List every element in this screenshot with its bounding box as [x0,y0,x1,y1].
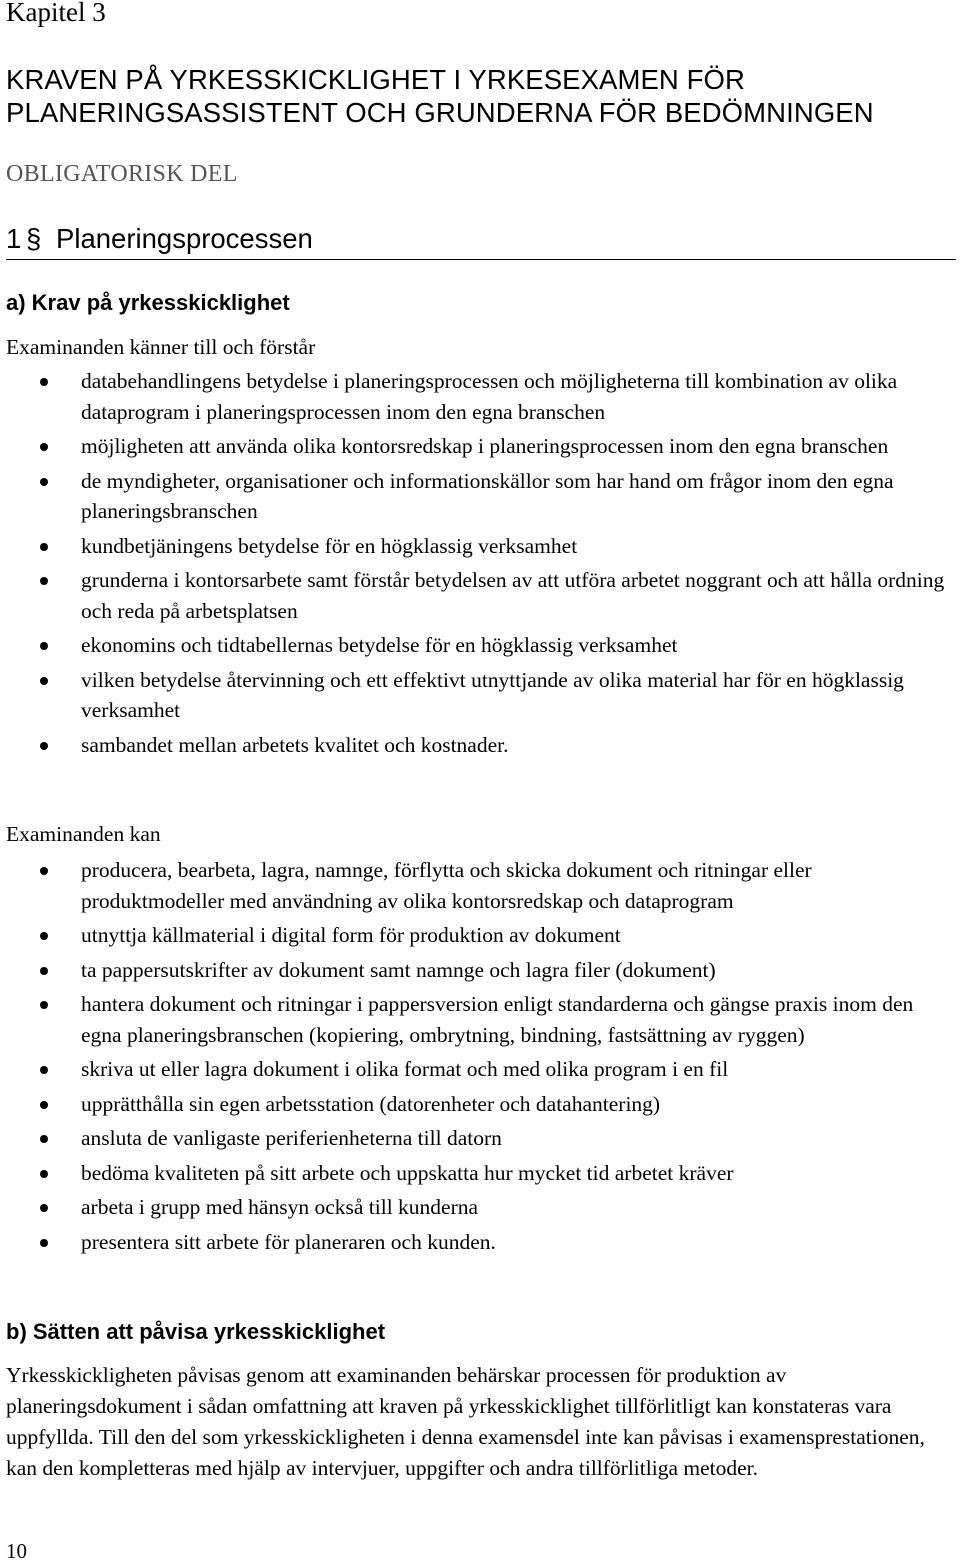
bullet-icon [40,478,48,486]
main-title-line-2: PLANERINGSASSISTENT OCH GRUNDERNA FÖR BEDÖMNINGEN [6,97,874,128]
list-item: producera, bearbeta, lagra, namnge, förflytta och skicka dokument och ritningar eller produktmodeller med användning av olika kontorsredskap och dataprogram [0,855,950,916]
bullet-icon [40,1135,48,1143]
list-item: arbeta i grupp med hänsyn också till kunderna [0,1192,950,1223]
bullet-icon [40,1239,48,1247]
bullet-icon [40,967,48,975]
heading-requirements: a) Krav på yrkesskicklighet [6,290,290,315]
list-item: de myndigheter, organisationer och informationskällor som har hand om frågor inom den egna planeringsbranschen [0,466,950,527]
page-number: 10 [6,1539,27,1563]
section-heading [6,221,956,260]
bullet-icon [40,1204,48,1212]
bullet-icon [40,378,48,386]
list-item: ta pappersutskrifter av dokument samt namnge och lagra filer (dokument) [0,955,950,986]
bullet-icon [40,1001,48,1009]
list-item: kundbetjäningens betydelse för en högklassig verksamhet [0,531,950,562]
bullet-icon [40,1101,48,1109]
list-item: upprätthålla sin egen arbetsstation (datorenheter och datahantering) [0,1089,950,1120]
main-title-line-1: KRAVEN PÅ YRKESSKICKLIGHET I YRKESEXAMEN FÖR [6,64,745,95]
intro-knows: Examinanden känner till och förstår [6,335,316,359]
list-item: utnyttja källmaterial i digital form för produktion av dokument [0,920,950,951]
list-item: grunderna i kontorsarbete samt förstår betydelsen av att utföra arbetet noggrant och att hålla ordning och reda på arbetsplatsen [0,565,950,626]
list-item: ekonomins och tidtabellernas betydelse för en högklassig verksamhet [0,630,950,661]
heading-demonstration: b) Sätten att påvisa yrkesskicklighet [6,1319,386,1344]
can-list [0,855,950,1261]
bullet-icon [40,443,48,451]
bullet-icon [40,742,48,750]
list-item: ansluta de vanligaste periferienheterna till datorn [0,1123,950,1154]
bullet-icon [40,1170,48,1178]
bullet-icon [40,867,48,875]
chapter-label: Kapitel 3 [6,0,106,27]
knows-list [0,366,950,764]
section-title: Planeringsprocessen [56,223,313,254]
demonstration-paragraph: Yrkesskickligheten påvisas genom att examinanden behärskar processen för produktion av planeringsdokument i sådan omfattning att kraven på yrkesskicklighet tillförlitligt kan konstateras vara uppfyllda. Till den del som yrkesskickligheten i denna examensdel inte kan påvisas i examensprestationen, kan den kompletteras med hjälp av intervjuer, uppgifter och andra tillförlitliga metoder. [6,1363,925,1480]
section-symbol: § [26,223,42,254]
bullet-icon [40,577,48,585]
list-item: bedöma kvaliteten på sitt arbete och uppskatta hur mycket tid arbetet kräver [0,1158,950,1189]
list-item: sambandet mellan arbetets kvalitet och kostnader. [0,730,950,761]
list-item: databehandlingens betydelse i planeringsprocessen och möjligheterna till kombination av olika dataprogram i planeringsprocessen inom den egna branschen [0,366,950,427]
list-item: presentera sitt arbete för planeraren och kunden. [0,1227,950,1258]
bullet-icon [40,1066,48,1074]
list-item: skriva ut eller lagra dokument i olika format och med olika program i en fil [0,1054,950,1085]
section-number: 1 [6,223,22,254]
bullet-icon [40,677,48,685]
bullet-icon [40,932,48,940]
bullet-icon [40,642,48,650]
main-title [6,63,874,129]
list-item: vilken betydelse återvinning och ett effektivt utnyttjande av olika material har för en högklassig verksamhet [0,665,950,726]
list-item: hantera dokument och ritningar i pappersversion enligt standarderna och gängse praxis inom den egna planeringsbranschen (kopiering, ombrytning, bindning, fastsättning av ryggen) [0,989,950,1050]
bullet-icon [40,543,48,551]
list-item: möjligheten att använda olika kontorsredskap i planeringsprocessen inom den egna branschen [0,431,950,462]
intro-can: Examinanden kan [6,822,161,846]
obligatory-part-label: OBLIGATORISK DEL [6,161,238,187]
